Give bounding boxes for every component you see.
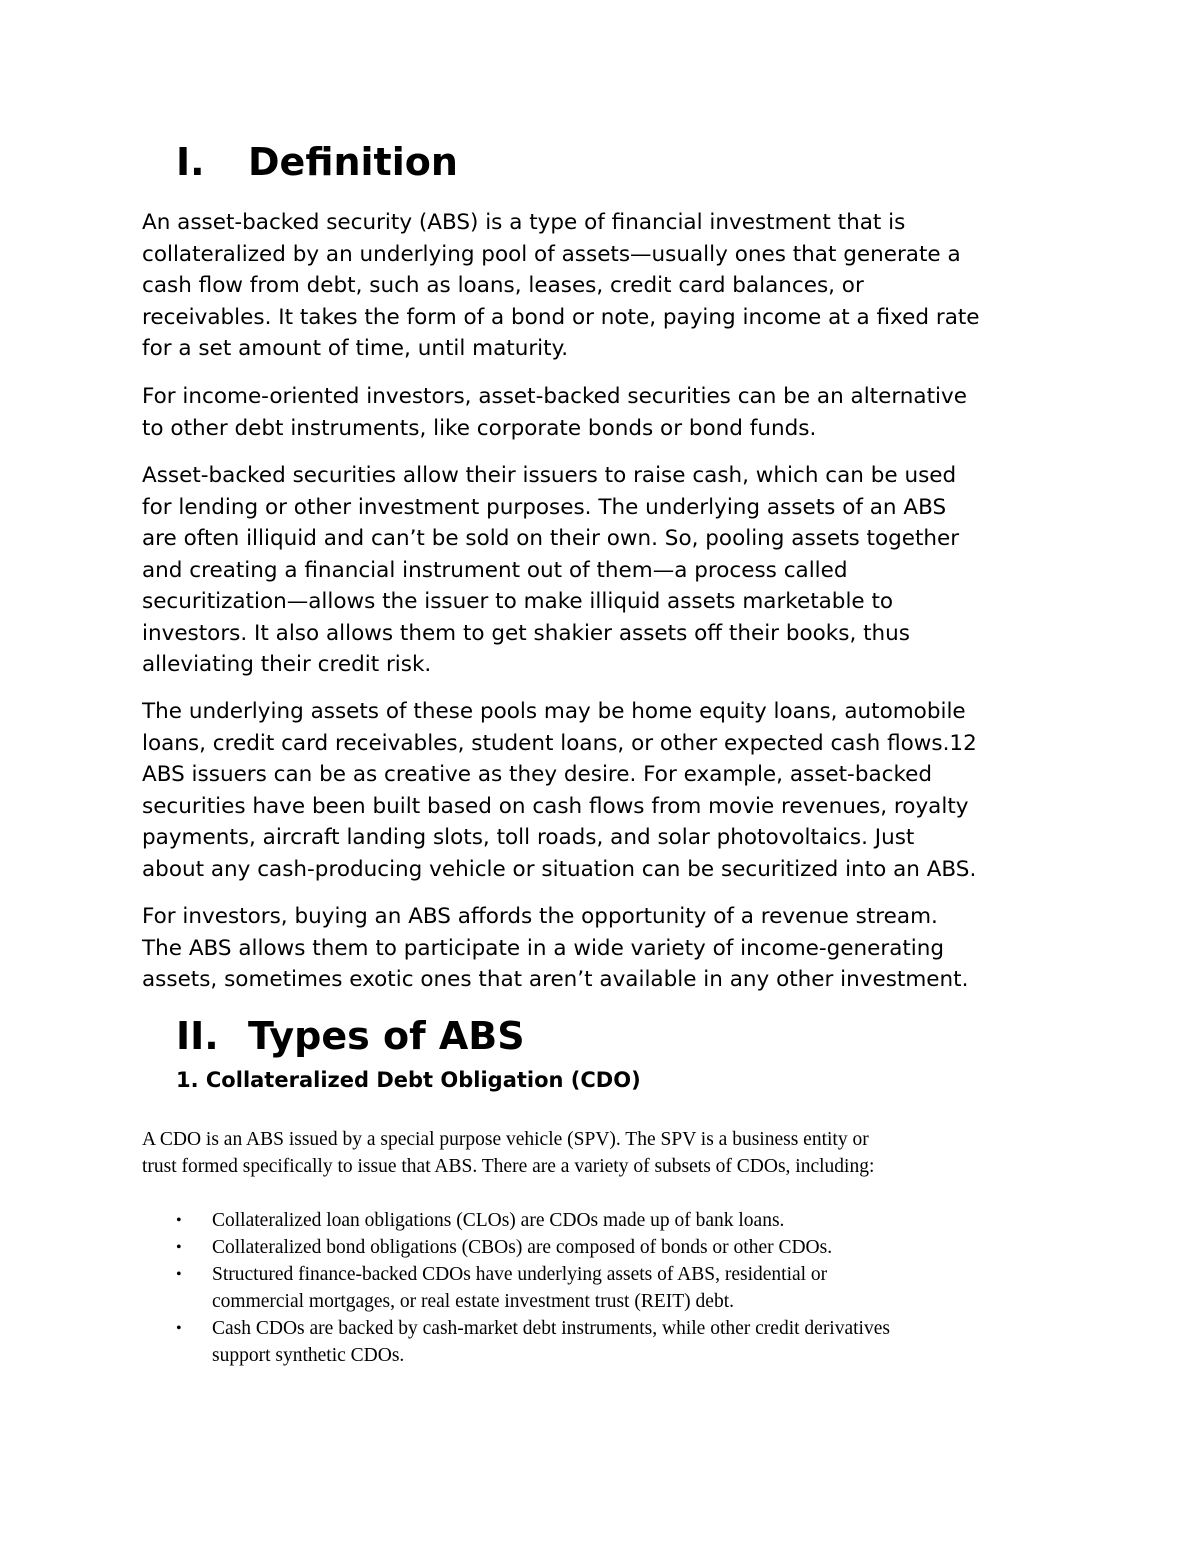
list-item-line: Collateralized loan obligations (CLOs) are CDOs made up of bank loans. — [212, 1210, 785, 1231]
list-item — [142, 1207, 1072, 1234]
list-item-line: Collateralized bond obligations (CBOs) are composed of bonds or other CDOs. — [212, 1237, 833, 1258]
paragraph-line: trust formed specifically to issue that ABS. There are a variety of subsets of CDOs, including: — [142, 1156, 875, 1177]
bullet-icon: • — [176, 1266, 182, 1283]
list-item-line: commercial mortgages, or real estate investment trust (REIT) debt. — [212, 1291, 734, 1312]
section-heading-types — [176, 1014, 525, 1058]
paragraph-line: For income-oriented investors, asset-backed securities can be an alternative — [142, 384, 967, 409]
section-number: II. — [176, 1014, 219, 1058]
section-number: I. — [176, 140, 205, 184]
paragraph-definition-4 — [142, 696, 1072, 885]
paragraph-line: are often illiquid and can’t be sold on their own. So, pooling assets together — [142, 526, 960, 551]
paragraph-line: securities have been built based on cash flows from movie revenues, royalty — [142, 793, 969, 819]
paragraph-line: for lending or other investment purposes. The underlying assets of an ABS — [142, 494, 947, 520]
paragraph-line: payments, aircraft landing slots, toll roads, and solar photovoltaics. Just — [142, 825, 915, 850]
bullet-icon: • — [176, 1320, 182, 1337]
paragraph-definition-2 — [142, 381, 1072, 444]
paragraph-line: A CDO is an ABS issued by a special purpose vehicle (SPV). The SPV is a business entity or — [142, 1129, 869, 1150]
paragraph-cdo-intro — [142, 1126, 1072, 1180]
paragraph-line: The underlying assets of these pools may be home equity loans, automobile — [142, 699, 966, 724]
section-heading-definition — [176, 140, 458, 184]
list-item-line: Structured finance-backed CDOs have underlying assets of ABS, residential or — [212, 1264, 828, 1285]
bullet-icon: • — [176, 1239, 182, 1256]
paragraph-line: cash flow from debt, such as loans, leases, credit card balances, or — [142, 273, 864, 298]
section-title: Definition — [248, 140, 458, 184]
paragraph-definition-1 — [142, 207, 1072, 365]
paragraph-definition-5 — [142, 901, 1072, 996]
paragraph-line: assets, sometimes exotic ones that aren’t available in any other investment. — [142, 967, 969, 992]
list-item — [142, 1234, 1072, 1261]
paragraph-line: for a set amount of time, until maturity. — [142, 336, 569, 361]
paragraph-line: For investors, buying an ABS affords the opportunity of a revenue stream. — [142, 904, 938, 929]
bullet-icon: • — [176, 1212, 182, 1229]
paragraph-line: ABS issuers can be as creative as they desire. For example, asset-backed — [142, 762, 933, 787]
list-item — [142, 1315, 1072, 1369]
paragraph-line: loans, credit card receivables, student loans, or other expected cash flows.12 — [142, 730, 977, 756]
paragraph-line: securitization—allows the issuer to make illiquid assets marketable to — [142, 589, 894, 614]
cdo-subsets-list — [142, 1207, 1072, 1369]
paragraph-line: alleviating their credit risk. — [142, 652, 432, 677]
paragraph-line: An asset-backed security (ABS) is a type of financial investment that is — [142, 210, 906, 235]
paragraph-definition-3 — [142, 460, 1072, 681]
section-title: Types of ABS — [248, 1014, 525, 1058]
paragraph-line: and creating a financial instrument out of them—a process called — [142, 557, 848, 583]
paragraph-line: to other debt instruments, like corporate bonds or bond funds. — [142, 415, 817, 441]
paragraph-line: investors. It also allows them to get shakier assets off their books, thus — [142, 620, 910, 646]
list-item-line: support synthetic CDOs. — [212, 1345, 405, 1366]
list-item — [142, 1261, 1072, 1315]
subsection-heading-cdo: 1. Collateralized Debt Obligation (CDO) — [176, 1068, 641, 1092]
paragraph-line: about any cash-producing vehicle or situation can be securitized into an ABS. — [142, 856, 977, 882]
paragraph-line: receivables. It takes the form of a bond or note, paying income at a fixed rate — [142, 304, 980, 330]
paragraph-line: collateralized by an underlying pool of assets—usually ones that generate a — [142, 241, 961, 267]
list-item-line: Cash CDOs are backed by cash-market debt instruments, while other credit derivatives — [212, 1318, 890, 1339]
paragraph-line: Asset-backed securities allow their issuers to raise cash, which can be used — [142, 463, 957, 488]
paragraph-line: The ABS allows them to participate in a wide variety of income-generating — [142, 935, 945, 961]
